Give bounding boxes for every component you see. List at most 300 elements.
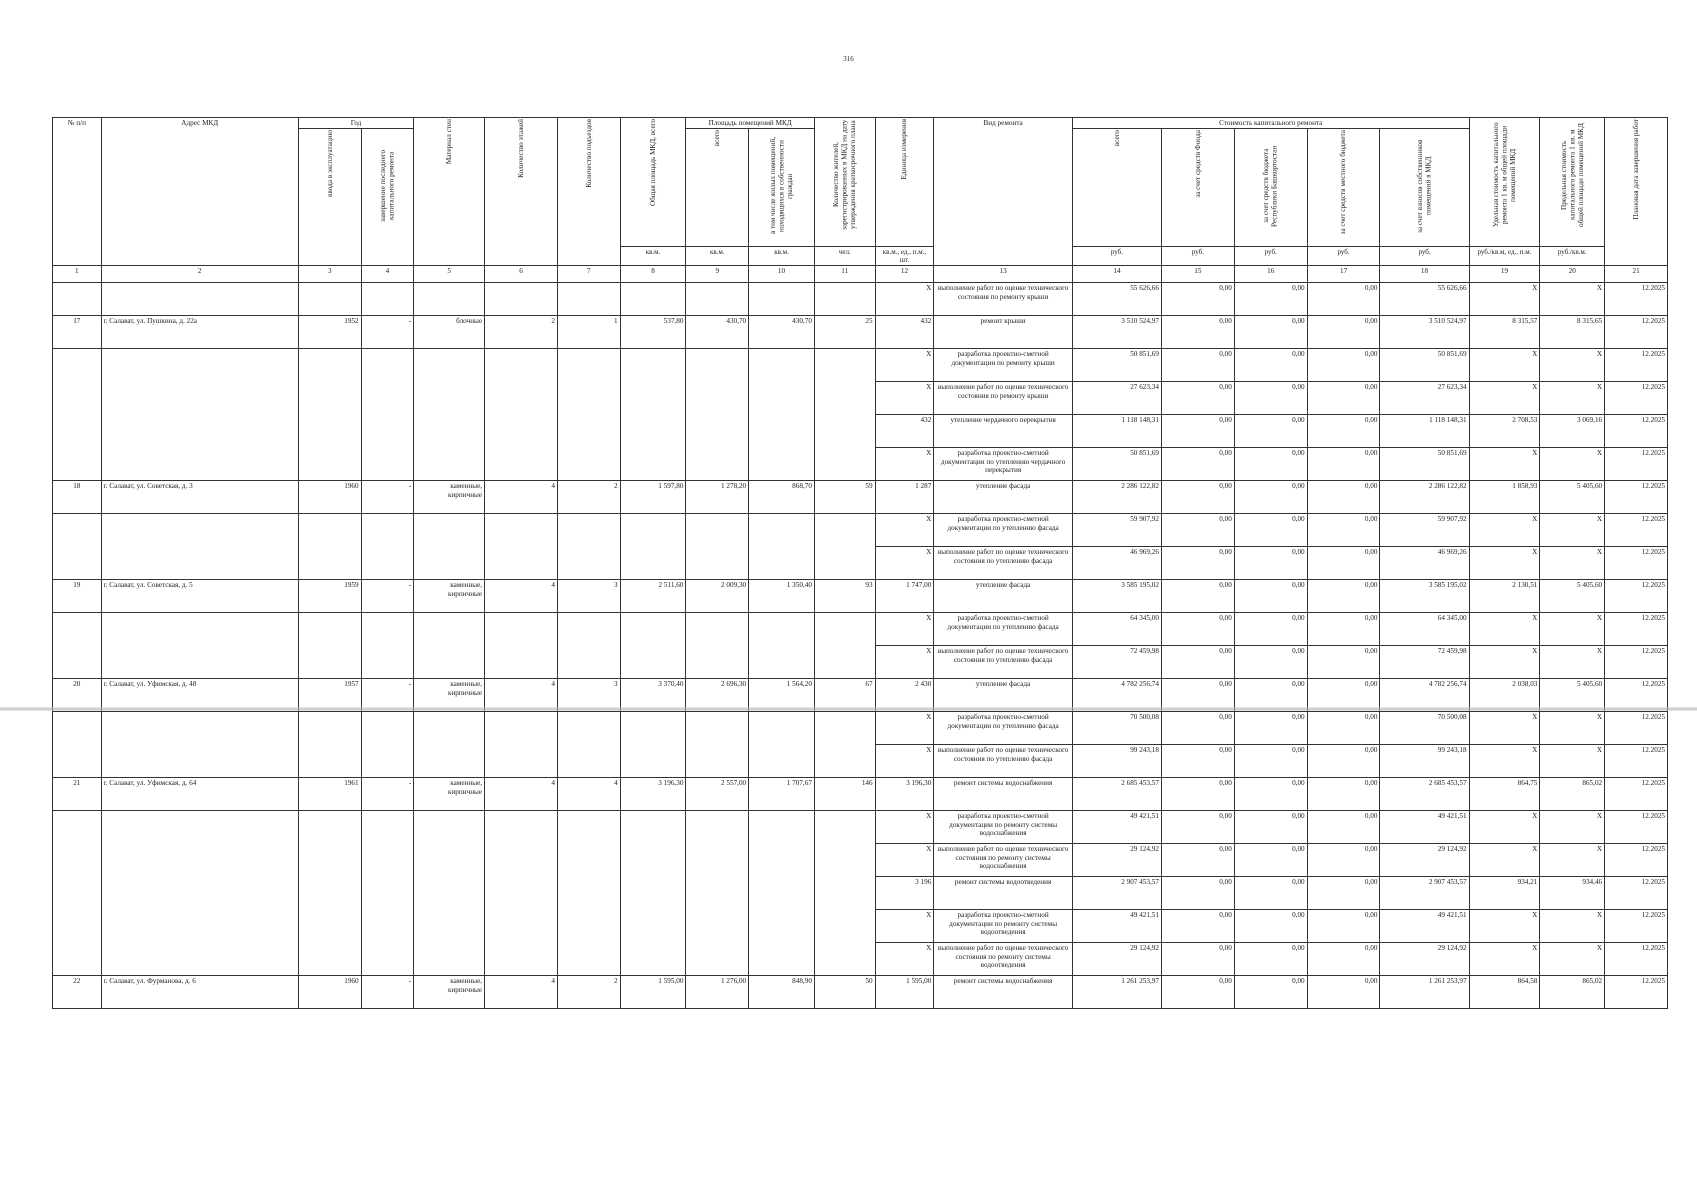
cell-own: 2 685 453,57: [1380, 778, 1469, 811]
cell-fund: 0,00: [1161, 976, 1234, 1009]
cell-total: 55 626,66: [1072, 283, 1161, 316]
cell-rep: 0,00: [1234, 811, 1307, 844]
cell-mat: каменные, кирпичные: [414, 778, 485, 811]
cell-fund: 0,00: [1161, 382, 1234, 415]
cell-pf: [749, 283, 815, 316]
cell-loc: 0,00: [1307, 580, 1380, 613]
table-row: [53, 415, 1668, 448]
cell-pt: [686, 613, 749, 646]
cell-res: [814, 910, 875, 943]
cell-ent: 4: [557, 778, 620, 811]
cell-date: 12.2025: [1605, 580, 1668, 613]
unit-cell: чел.: [814, 246, 875, 266]
cell-n: [53, 283, 102, 316]
cell-address: [101, 646, 298, 679]
cell-mat: [414, 514, 485, 547]
cell-ent: [557, 877, 620, 910]
cell-address: г. Салават, ул. Уфимская, д. 64: [101, 778, 298, 811]
cell-pf: 1 707,67: [749, 778, 815, 811]
cell-own: 29 124,92: [1380, 844, 1469, 877]
cell-pf: [749, 910, 815, 943]
cell-pt: [686, 448, 749, 481]
cell-n: [53, 712, 102, 745]
cell-y1: [298, 745, 361, 778]
column-number-cell: 14: [1072, 266, 1161, 283]
cell-lim: 5 405,60: [1540, 580, 1605, 613]
cell-kind: ремонт крыши: [934, 316, 1073, 349]
cell-address: [101, 910, 298, 943]
cell-date: 12.2025: [1605, 910, 1668, 943]
page-number: 316: [843, 55, 854, 63]
column-number-row: [53, 266, 1668, 283]
cell-loc: 0,00: [1307, 943, 1380, 976]
cell-ent: [557, 415, 620, 448]
cell-n: [53, 745, 102, 778]
cell-date: 12.2025: [1605, 349, 1668, 382]
cell-n: [53, 646, 102, 679]
column-number-cell: 11: [814, 266, 875, 283]
cell-kind: разработка проектно-сметной документации по утеплению фасада: [934, 613, 1073, 646]
cell-area: [620, 910, 686, 943]
cell-address: [101, 382, 298, 415]
cell-n: [53, 514, 102, 547]
table-row: [53, 580, 1668, 613]
table-row: [53, 778, 1668, 811]
cell-pt: [686, 745, 749, 778]
cell-ent: [557, 547, 620, 580]
cell-date: 12.2025: [1605, 976, 1668, 1009]
cell-unit: 1 595,00: [875, 976, 934, 1009]
cell-pt: [686, 349, 749, 382]
cell-address: [101, 283, 298, 316]
cell-mat: [414, 877, 485, 910]
column-number-cell: 12: [875, 266, 934, 283]
cell-rep: 0,00: [1234, 877, 1307, 910]
cell-y2: [361, 349, 414, 382]
cell-unit: X: [875, 349, 934, 382]
cell-date: 12.2025: [1605, 646, 1668, 679]
cell-mat: [414, 745, 485, 778]
cell-rep: 0,00: [1234, 976, 1307, 1009]
cell-date: 12.2025: [1605, 712, 1668, 745]
cell-total: 46 969,26: [1072, 547, 1161, 580]
cell-fl: [485, 745, 558, 778]
cell-fund: 0,00: [1161, 778, 1234, 811]
cell-total: 3 510 524,97: [1072, 316, 1161, 349]
cell-total: 2 286 122,82: [1072, 481, 1161, 514]
cell-fl: [485, 877, 558, 910]
table-row: [53, 910, 1668, 943]
cell-date: 12.2025: [1605, 943, 1668, 976]
unit-cell: кв.м.: [686, 246, 749, 266]
cell-pt: [686, 712, 749, 745]
cell-pt: 430,70: [686, 316, 749, 349]
cell-pf: [749, 745, 815, 778]
cell-pf: [749, 448, 815, 481]
cell-y2: -: [361, 481, 414, 514]
cell-own: 64 345,00: [1380, 613, 1469, 646]
cell-spec: X: [1469, 382, 1540, 415]
cell-y2: [361, 514, 414, 547]
header-wall-material: Материал стен: [414, 118, 485, 266]
capital-repair-table: [52, 117, 1668, 1009]
cell-date: 12.2025: [1605, 844, 1668, 877]
cell-kind: ремонт системы водоснабжения: [934, 778, 1073, 811]
cell-pf: [749, 646, 815, 679]
cell-fl: [485, 712, 558, 745]
cell-res: 25: [814, 316, 875, 349]
cell-spec: X: [1469, 712, 1540, 745]
cell-unit: X: [875, 448, 934, 481]
header-owners: за счет взносов собственников помещений в МКД: [1380, 129, 1469, 246]
cell-y1: [298, 943, 361, 976]
cell-fund: 0,00: [1161, 481, 1234, 514]
column-number-cell: 13: [934, 266, 1073, 283]
cell-address: [101, 514, 298, 547]
cell-date: 12.2025: [1605, 745, 1668, 778]
cell-rep: 0,00: [1234, 778, 1307, 811]
table-row: [53, 712, 1668, 745]
cell-address: [101, 844, 298, 877]
unit-cell: кв.м.: [749, 246, 815, 266]
cell-rep: 0,00: [1234, 844, 1307, 877]
cell-pt: 2 557,00: [686, 778, 749, 811]
cell-own: 59 907,92: [1380, 514, 1469, 547]
cell-fund: 0,00: [1161, 844, 1234, 877]
cell-rep: 0,00: [1234, 646, 1307, 679]
unit-cell: руб.: [1072, 246, 1161, 266]
cell-area: [620, 646, 686, 679]
column-number-cell: 8: [620, 266, 686, 283]
cell-lim: X: [1540, 943, 1605, 976]
cell-pt: [686, 877, 749, 910]
cell-unit: 3 196: [875, 877, 934, 910]
cell-loc: 0,00: [1307, 415, 1380, 448]
cell-pt: 1 276,00: [686, 976, 749, 1009]
cell-pf: 1 350,40: [749, 580, 815, 613]
cell-res: [814, 811, 875, 844]
cell-address: [101, 877, 298, 910]
cell-kind: утепление чердачного перекрытия: [934, 415, 1073, 448]
cell-fl: [485, 415, 558, 448]
cell-unit: X: [875, 514, 934, 547]
cell-spec: X: [1469, 811, 1540, 844]
cell-y1: [298, 514, 361, 547]
cell-mat: [414, 547, 485, 580]
cell-y2: [361, 877, 414, 910]
header-residents: Количество жителей, зарегистрированных в МКД на дату утверждения краткосрочного плана: [814, 118, 875, 247]
cell-date: 12.2025: [1605, 283, 1668, 316]
cell-pt: [686, 514, 749, 547]
cell-pt: 1 278,20: [686, 481, 749, 514]
table-row: [53, 745, 1668, 778]
cell-spec: X: [1469, 613, 1540, 646]
cell-spec: 864,75: [1469, 778, 1540, 811]
cell-unit: X: [875, 811, 934, 844]
cell-rep: 0,00: [1234, 283, 1307, 316]
cell-ent: [557, 646, 620, 679]
cell-lim: X: [1540, 349, 1605, 382]
cell-fl: [485, 613, 558, 646]
cell-date: 12.2025: [1605, 481, 1668, 514]
cell-pt: [686, 547, 749, 580]
cell-own: 72 459,98: [1380, 646, 1469, 679]
cell-unit: 1 747,00: [875, 580, 934, 613]
cell-mat: [414, 448, 485, 481]
cell-own: 46 969,26: [1380, 547, 1469, 580]
cell-y2: [361, 943, 414, 976]
cell-rep: 0,00: [1234, 580, 1307, 613]
cell-fl: [485, 514, 558, 547]
cell-res: [814, 547, 875, 580]
cell-address: г. Салават, ул. Советская, д. 3: [101, 481, 298, 514]
cell-total: 70 500,08: [1072, 712, 1161, 745]
cell-area: [620, 349, 686, 382]
cell-n: [53, 943, 102, 976]
cell-area: 537,80: [620, 316, 686, 349]
cell-mat: [414, 349, 485, 382]
cell-total: 64 345,00: [1072, 613, 1161, 646]
cell-spec: X: [1469, 745, 1540, 778]
cell-n: 17: [53, 316, 102, 349]
cell-res: [814, 844, 875, 877]
cell-fund: 0,00: [1161, 547, 1234, 580]
cell-total: 50 851,69: [1072, 349, 1161, 382]
cell-mat: блочные: [414, 316, 485, 349]
cell-y1: [298, 349, 361, 382]
cell-mat: [414, 712, 485, 745]
cell-own: 3 585 195,02: [1380, 580, 1469, 613]
cell-ent: 3: [557, 580, 620, 613]
cell-own: 2 907 453,57: [1380, 877, 1469, 910]
column-number-cell: 10: [749, 266, 815, 283]
cell-spec: X: [1469, 514, 1540, 547]
table-row: [53, 283, 1668, 316]
cell-fund: 0,00: [1161, 910, 1234, 943]
cell-y1: [298, 283, 361, 316]
cell-address: [101, 448, 298, 481]
cell-fl: 4: [485, 580, 558, 613]
cell-total: 99 243,18: [1072, 745, 1161, 778]
header-num: № п/п: [53, 118, 102, 266]
cell-n: 22: [53, 976, 102, 1009]
cell-own: 50 851,69: [1380, 448, 1469, 481]
header-year-commission: ввода в эксплуатацию: [298, 129, 361, 266]
table-row: [53, 877, 1668, 910]
cell-own: 1 261 253,97: [1380, 976, 1469, 1009]
column-number-cell: 9: [686, 266, 749, 283]
cell-fund: 0,00: [1161, 613, 1234, 646]
cell-res: 146: [814, 778, 875, 811]
cell-address: [101, 943, 298, 976]
cell-mat: каменные, кирпичные: [414, 580, 485, 613]
cell-mat: [414, 910, 485, 943]
scan-artifact: [0, 707, 1697, 711]
cell-rep: 0,00: [1234, 679, 1307, 712]
cell-res: [814, 415, 875, 448]
cell-fl: 2: [485, 316, 558, 349]
unit-cell: руб.: [1161, 246, 1234, 266]
cell-lim: X: [1540, 514, 1605, 547]
cell-pt: [686, 943, 749, 976]
cell-total: 2 907 453,57: [1072, 877, 1161, 910]
cell-res: 93: [814, 580, 875, 613]
cell-y2: [361, 415, 414, 448]
cell-lim: X: [1540, 547, 1605, 580]
column-number-cell: 6: [485, 266, 558, 283]
cell-kind: разработка проектно-сметной документации по ремонту системы водоснабжения: [934, 811, 1073, 844]
cell-pt: [686, 283, 749, 316]
cell-lim: X: [1540, 844, 1605, 877]
cell-res: 50: [814, 976, 875, 1009]
cell-fund: 0,00: [1161, 646, 1234, 679]
table-body: [53, 283, 1668, 1009]
cell-kind: разработка проектно-сметной документации по ремонту системы водоотведения: [934, 910, 1073, 943]
cell-res: 67: [814, 679, 875, 712]
cell-area: [620, 382, 686, 415]
cell-address: г. Салават, ул. Советская, д. 5: [101, 580, 298, 613]
cell-res: [814, 646, 875, 679]
cell-date: 12.2025: [1605, 679, 1668, 712]
cell-fl: [485, 448, 558, 481]
table-row: [53, 448, 1668, 481]
cell-unit: 2 430: [875, 679, 934, 712]
cell-pt: [686, 811, 749, 844]
cell-lim: X: [1540, 283, 1605, 316]
cell-y1: 1957: [298, 679, 361, 712]
header-cost-total: всего: [1072, 129, 1161, 246]
cell-y1: 1960: [298, 481, 361, 514]
cell-y1: [298, 844, 361, 877]
cell-y1: [298, 877, 361, 910]
cell-date: 12.2025: [1605, 613, 1668, 646]
cell-kind: выполнение работ по оценке технического состояния по ремонту крыши: [934, 382, 1073, 415]
cell-date: 12.2025: [1605, 547, 1668, 580]
header-year-last-repair: завершение последнего капитального ремонта: [361, 129, 414, 266]
cell-lim: X: [1540, 745, 1605, 778]
cell-address: [101, 547, 298, 580]
cell-lim: 865,02: [1540, 778, 1605, 811]
cell-pt: 2 696,30: [686, 679, 749, 712]
cell-loc: 0,00: [1307, 712, 1380, 745]
header-deadline: Плановая дата завершения работ: [1605, 118, 1668, 266]
cell-mat: [414, 382, 485, 415]
cell-lim: X: [1540, 448, 1605, 481]
cell-unit: X: [875, 943, 934, 976]
cell-res: [814, 943, 875, 976]
cell-rep: 0,00: [1234, 382, 1307, 415]
unit-cell: кв.м.: [620, 246, 686, 266]
cell-unit: 3 196,30: [875, 778, 934, 811]
table-header: [53, 118, 1668, 283]
cell-fund: 0,00: [1161, 712, 1234, 745]
column-number-cell: 2: [101, 266, 298, 283]
cell-ent: [557, 943, 620, 976]
header-limit-cost: Предельная стоимость капитального ремонта 1 кв. м общей площади помещений МКД: [1540, 118, 1605, 247]
cell-ent: [557, 613, 620, 646]
cell-y2: [361, 382, 414, 415]
table-row: [53, 646, 1668, 679]
cell-loc: 0,00: [1307, 514, 1380, 547]
cell-unit: X: [875, 547, 934, 580]
cell-rep: 0,00: [1234, 415, 1307, 448]
header-republic: за счет средств бюджета Республики Башкортостан: [1234, 129, 1307, 246]
cell-y1: [298, 382, 361, 415]
cell-y2: [361, 712, 414, 745]
cell-n: [53, 877, 102, 910]
cell-kind: выполнение работ по оценке технического состояния по утеплению фасада: [934, 646, 1073, 679]
cell-address: [101, 712, 298, 745]
cell-res: [814, 448, 875, 481]
cell-date: 12.2025: [1605, 316, 1668, 349]
column-number-cell: 19: [1469, 266, 1540, 283]
cell-pf: 848,90: [749, 976, 815, 1009]
cell-y2: [361, 613, 414, 646]
cell-fl: [485, 811, 558, 844]
cell-kind: выполнение работ по оценке технического состояния по ремонту системы водоснабжения: [934, 844, 1073, 877]
cell-unit: 432: [875, 415, 934, 448]
cell-n: [53, 448, 102, 481]
cell-lim: X: [1540, 811, 1605, 844]
cell-y2: [361, 844, 414, 877]
unit-cell: руб.: [1234, 246, 1307, 266]
cell-total: 3 585 195,02: [1072, 580, 1161, 613]
cell-area: 1 595,00: [620, 976, 686, 1009]
column-number-cell: 20: [1540, 266, 1605, 283]
cell-date: 12.2025: [1605, 877, 1668, 910]
cell-kind: ремонт системы водоотведения: [934, 877, 1073, 910]
cell-y1: 1960: [298, 976, 361, 1009]
table-row: [53, 547, 1668, 580]
cell-area: [620, 712, 686, 745]
cell-pf: 430,70: [749, 316, 815, 349]
cell-pf: [749, 877, 815, 910]
cell-y1: [298, 811, 361, 844]
cell-ent: 1: [557, 316, 620, 349]
cell-lim: 8 315,65: [1540, 316, 1605, 349]
cell-own: 1 118 148,31: [1380, 415, 1469, 448]
cell-address: г. Салават, ул. Пушкина, д. 22а: [101, 316, 298, 349]
table-row: [53, 943, 1668, 976]
cell-rep: 0,00: [1234, 547, 1307, 580]
cell-loc: 0,00: [1307, 613, 1380, 646]
cell-pf: [749, 415, 815, 448]
table-row: [53, 844, 1668, 877]
cell-pf: [749, 349, 815, 382]
cell-kind: выполнение работ по оценке технического состояния по утеплению фасада: [934, 547, 1073, 580]
cell-date: 12.2025: [1605, 811, 1668, 844]
table-row: [53, 976, 1668, 1009]
cell-mat: каменные, кирпичные: [414, 679, 485, 712]
cell-lim: 865,02: [1540, 976, 1605, 1009]
cell-area: [620, 547, 686, 580]
cell-unit: X: [875, 646, 934, 679]
cell-res: [814, 745, 875, 778]
cell-mat: [414, 811, 485, 844]
cell-n: [53, 547, 102, 580]
cell-address: [101, 349, 298, 382]
cell-pf: 868,70: [749, 481, 815, 514]
cell-loc: 0,00: [1307, 448, 1380, 481]
cell-spec: X: [1469, 283, 1540, 316]
cell-unit: X: [875, 910, 934, 943]
cell-spec: X: [1469, 943, 1540, 976]
cell-rep: 0,00: [1234, 712, 1307, 745]
cell-y1: 1961: [298, 778, 361, 811]
cell-lim: 3 069,16: [1540, 415, 1605, 448]
cell-pf: [749, 613, 815, 646]
header-premises-area: Площадь помещений МКД: [686, 118, 815, 129]
